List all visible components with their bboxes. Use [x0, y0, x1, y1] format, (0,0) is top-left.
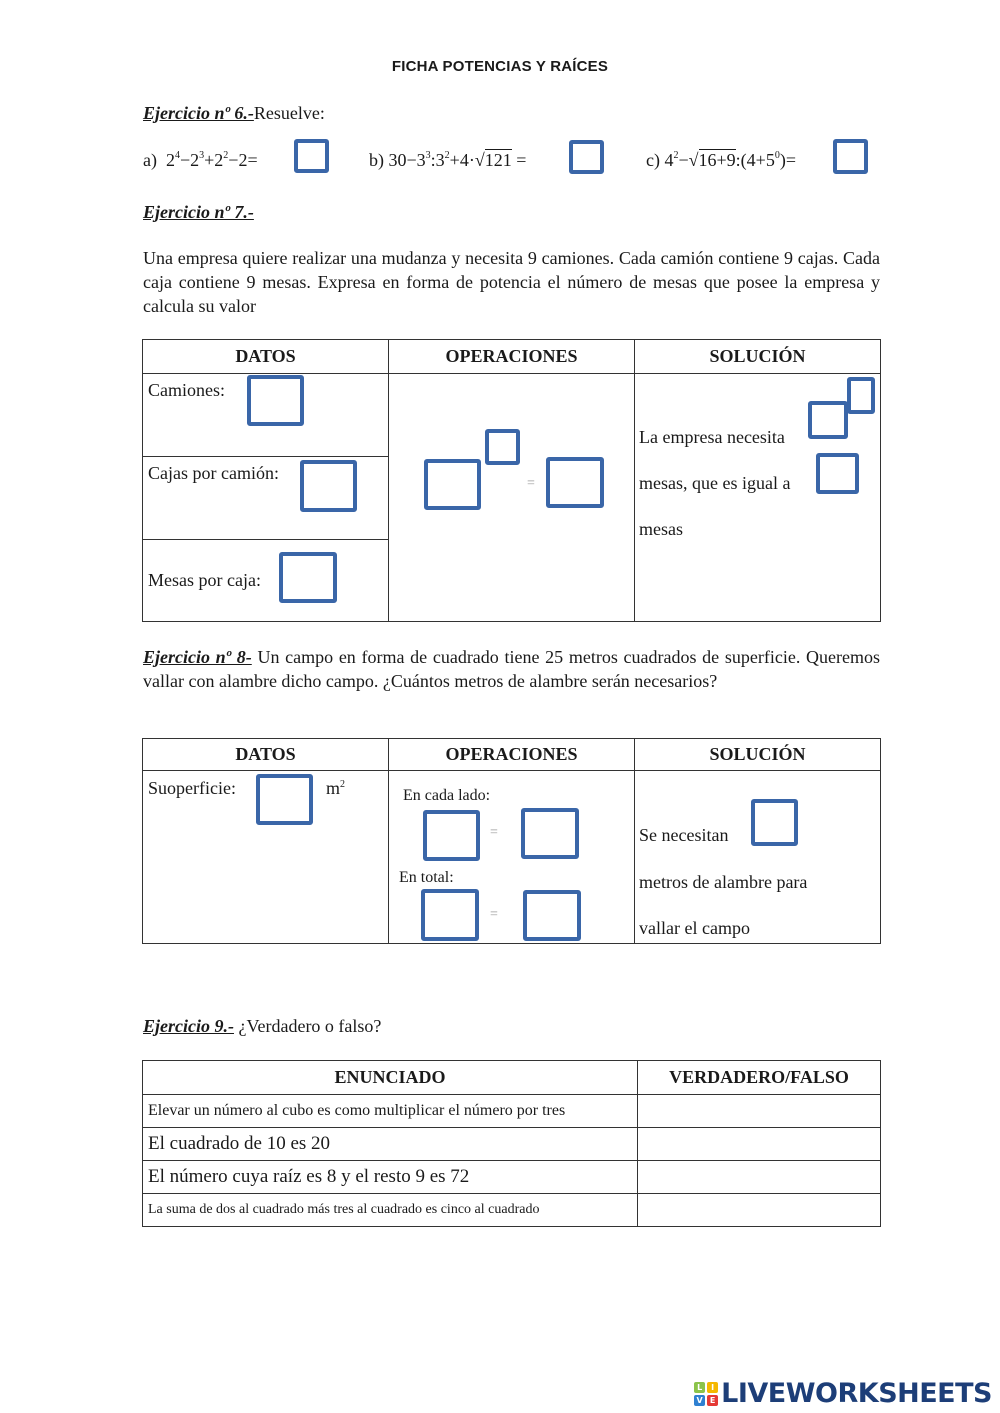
math-term: =: [516, 150, 527, 170]
header-operaciones: OPERACIONES: [389, 739, 635, 771]
equals-sign: =: [490, 825, 498, 840]
statement-cell: La suma de dos al cuadrado más tres al cuadrado es cinco al cuadrado: [143, 1194, 638, 1227]
answer-cell[interactable]: [638, 1095, 881, 1128]
answer-box-mesas[interactable]: [279, 552, 337, 603]
answer-box-metros[interactable]: [751, 799, 798, 846]
math-term: +4·√: [449, 150, 485, 170]
item-label: c): [646, 150, 660, 170]
label-en-cada-lado: En cada lado:: [403, 787, 491, 804]
solucion-text-3: mesas: [639, 519, 683, 539]
answer-cell[interactable]: [638, 1194, 881, 1227]
answer-cell[interactable]: [638, 1128, 881, 1161]
exercise-8-statement: [143, 645, 880, 693]
page-title: FICHA POTENCIAS Y RAÍCES: [391, 58, 609, 75]
answer-box-cajas[interactable]: [300, 460, 357, 512]
label-en-total: En total:: [399, 869, 454, 886]
exercise-6-heading: Ejercicio nº 6.-: [143, 103, 254, 123]
header-datos: DATOS: [143, 340, 389, 374]
exercise-9-table: [142, 1060, 881, 1227]
solucion-text-2: mesas, que es igual a: [639, 473, 791, 493]
math-term: −√: [678, 150, 699, 170]
label-superficie: Suoperficie:: [148, 778, 236, 798]
answer-box-6a[interactable]: [294, 139, 329, 173]
math-term: 4: [664, 150, 674, 170]
exercise-7-heading-line: [143, 200, 254, 224]
math-exponent: 3: [425, 150, 431, 161]
answer-box-total-op[interactable]: [421, 889, 479, 941]
label-camiones: Camiones:: [148, 380, 225, 400]
math-term: −2=: [228, 150, 258, 170]
header-solucion: SOLUCIÓN: [635, 340, 881, 374]
exercise-9-heading-line: [143, 1014, 381, 1038]
answer-box-6b[interactable]: [569, 140, 604, 174]
answer-box-power-value[interactable]: [546, 457, 604, 508]
exercise-6-instruction: Resuelve:: [253, 103, 325, 123]
math-term: :3: [430, 150, 445, 170]
math-exponent: 4: [174, 150, 180, 161]
math-radicand: 121: [484, 150, 512, 170]
unit-exponent: 2: [340, 779, 346, 790]
answer-box-solution-value[interactable]: [816, 453, 859, 494]
unit-m2: [326, 778, 345, 799]
math-exponent: 2: [444, 150, 450, 161]
exercise-8-text: Un campo en forma de cuadrado tiene 25 metros cuadrados de superficie. Queremos vallar con alambre dicho campo. ¿Cuántos metros de alambre serán necesarios?: [143, 647, 880, 691]
equals-sign: =: [490, 907, 498, 922]
header-enunciado: ENUNCIADO: [143, 1061, 638, 1095]
unit: m: [326, 778, 341, 798]
statement-cell: El cuadrado de 10 es 20: [143, 1128, 638, 1161]
live-icon: [694, 1382, 718, 1406]
item-label: a): [143, 150, 157, 170]
answer-box-superficie[interactable]: [256, 774, 313, 825]
math-exponent: 3: [199, 150, 205, 161]
answer-box-solution-exponent[interactable]: [847, 377, 875, 414]
math-term: 30−3: [388, 150, 426, 170]
item-label: b): [369, 150, 384, 170]
solucion-text-1: La empresa necesita: [639, 427, 785, 447]
answer-cell[interactable]: [638, 1161, 881, 1194]
exercise-9-question: ¿Verdadero o falso?: [233, 1016, 382, 1036]
logo-letter: I: [707, 1382, 718, 1393]
exercise-6-heading-line: [143, 101, 325, 125]
answer-box-solution-base[interactable]: [808, 401, 848, 439]
solucion-text-3: vallar el campo: [639, 918, 750, 938]
answer-box-camiones[interactable]: [247, 375, 304, 426]
math-term: +2: [204, 150, 224, 170]
header-datos: DATOS: [143, 739, 389, 771]
math-term: −2: [179, 150, 200, 170]
solucion-text-1: Se necesitan: [639, 825, 729, 845]
answer-box-total-result[interactable]: [523, 890, 581, 941]
label-cajas-por-camion: Cajas por camión:: [148, 463, 279, 483]
answer-box-exponent[interactable]: [485, 429, 520, 465]
math-term: )=: [779, 150, 796, 170]
math-term: 2: [165, 150, 175, 170]
exercise-9-heading: Ejercicio 9.-: [143, 1016, 234, 1036]
exercise-6b: [369, 150, 526, 171]
answer-box-6c[interactable]: [833, 139, 868, 174]
answer-box-lado-op[interactable]: [423, 810, 480, 861]
logo-letter: E: [707, 1395, 718, 1406]
answer-box-lado-result[interactable]: [521, 808, 579, 859]
exercise-7-heading: Ejercicio nº 7.-: [143, 202, 254, 222]
logo-letter: V: [694, 1395, 705, 1406]
header-verdadero-falso: VERDADERO/FALSO: [638, 1061, 881, 1095]
math-radicand: 16+9: [698, 150, 736, 170]
math-exponent: 2: [223, 150, 229, 161]
header-solucion: SOLUCIÓN: [635, 739, 881, 771]
brand-name: LIVEWORKSHEETS: [721, 1378, 992, 1409]
math-exponent: 2: [673, 150, 679, 161]
solucion-text-2: metros de alambre para: [639, 872, 808, 892]
equals-sign: =: [527, 476, 535, 491]
math-term: :(4+5: [735, 150, 775, 170]
exercise-7-statement: Una empresa quiere realizar una mudanza y necesita 9 camiones. Cada camión contiene 9 cajas. Cada caja contiene 9 mesas. Expresa en forma de potencia el número de mesas que posee la empresa y calcula su valor: [143, 248, 880, 316]
statement-cell: El número cuya raíz es 8 y el resto 9 es 72: [143, 1161, 638, 1194]
label-mesas-por-caja: Mesas por caja:: [148, 570, 261, 590]
exercise-8-heading: Ejercicio nº 8-: [143, 647, 252, 667]
exercise-6c: [646, 150, 796, 171]
exercise-6a: [143, 150, 258, 171]
statement-cell: Elevar un número al cubo es como multiplicar el número por tres: [143, 1095, 638, 1128]
logo-letter: L: [694, 1382, 705, 1393]
header-operaciones: OPERACIONES: [389, 340, 635, 374]
answer-box-base[interactable]: [424, 459, 481, 510]
math-exponent: 0: [774, 150, 780, 161]
liveworksheets-logo: [694, 1378, 992, 1409]
